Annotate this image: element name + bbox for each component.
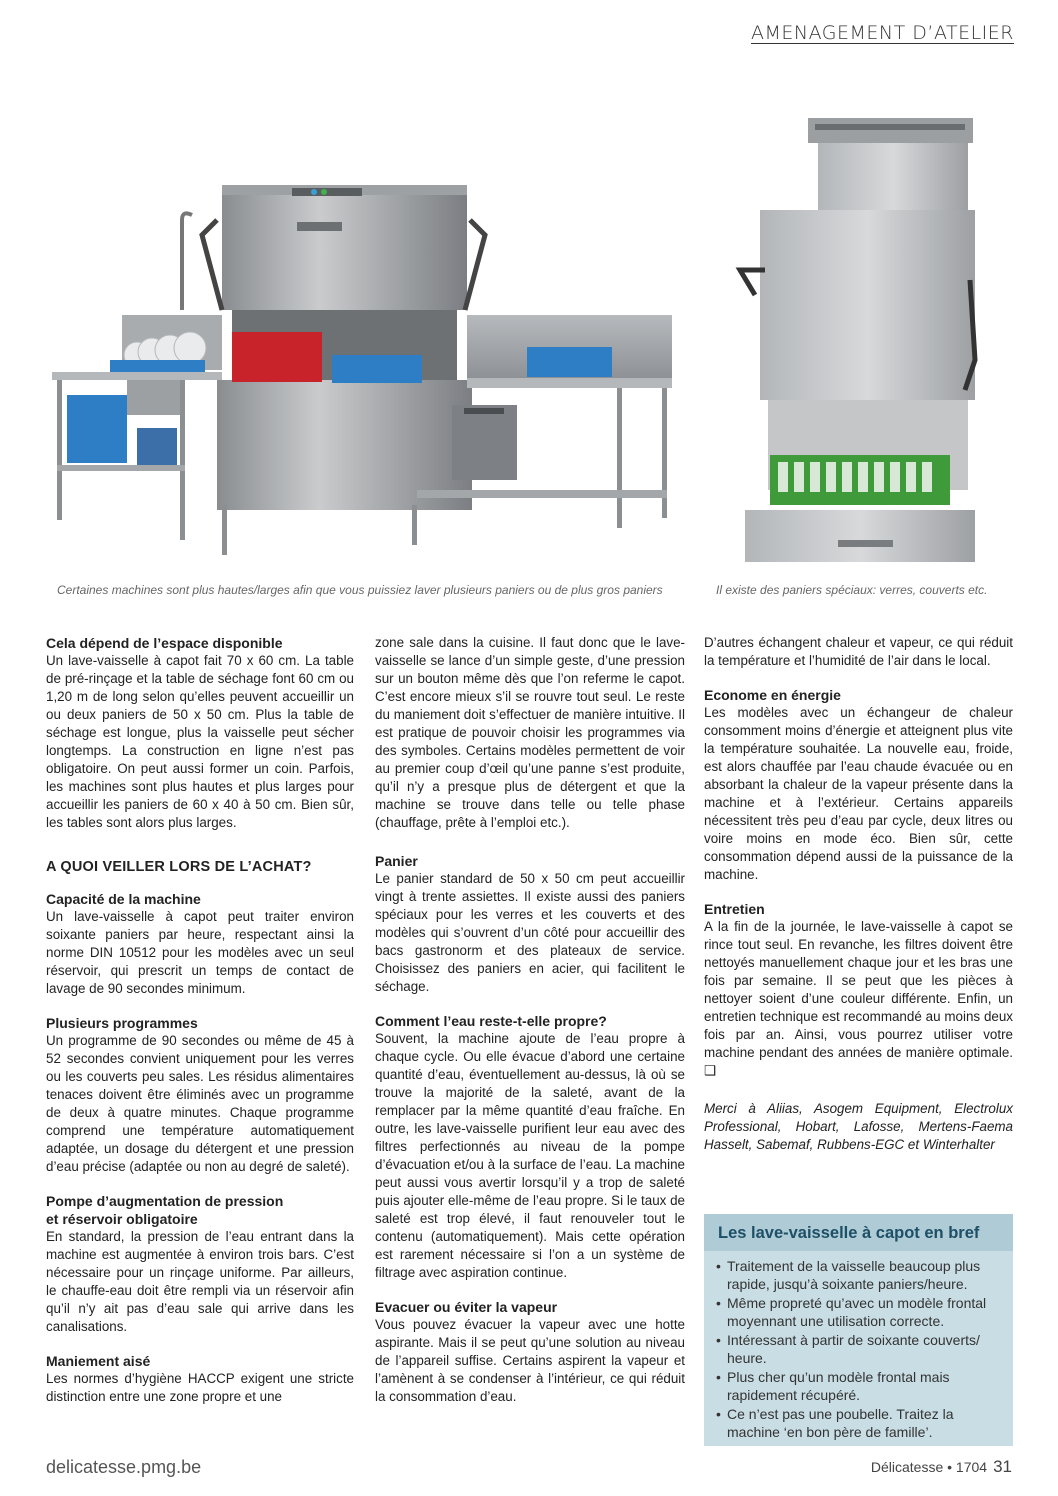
summary-item: • Intéressant à partir de soixante couverts/ heure. xyxy=(716,1331,1003,1367)
end-mark-icon: ❑ xyxy=(704,1063,717,1078)
paragraph-entretien: A la fin de la journée, le lave-vaisselle à capot se rince tout seul. En revanche, les filtres doivent être nettoyés manuellement chaque jour et les bras une fois par semaine. Il se peut que les pièces à nettoyer soient d’une couleur différente. Enfin, un entretien technique est recommandé au moins deux fois par an. Ainsi, vous pourrez utiliser votre machine pendant des années de manière optimale. ❑ xyxy=(704,919,1013,1078)
heading-pompe-line2: et réservoir obligatoire xyxy=(46,1211,198,1227)
summary-item: • Ce n’est pas une poubelle. Traitez la machine ‘en bon père de famille’. xyxy=(716,1405,1003,1441)
heading-maniement: Maniement aisé xyxy=(46,1353,151,1369)
heading-eau-propre: Comment l’eau reste-t-elle propre? xyxy=(375,1013,607,1029)
paragraph-panier: Le panier standard de 50 x 50 cm peut accueillir vingt à trente assiettes. Il existe aussi des paniers spéciaux pour les verres et les couverts et des modèles qui s’ouvrent d’un côté pour accueillir des bacs gastronorm et des plateaux de service. Choisissez des paniers en acier, qui facilitent le séchage. xyxy=(375,871,685,994)
paragraph-pompe: En standard, la pression de l’eau entrant dans la machine est augmentée à environ trois bars. C’est nécessaire pour un rinçage uniforme. Par ailleurs, le chauffe-eau doit être rempli via un réservoir afin qu’il n’y ait pas d’eau sale qui arrive dans les canalisations. xyxy=(46,1229,354,1334)
paragraph-energie: Les modèles avec un échangeur de chaleur consomment moins d’énergie et atteignent plus vite la température souhaitée. La nouvelle eau, froide, est alors chauffée par l’eau chaude évacuée ou en absorbant la chaleur de la vapeur présente dans la machine et à l’extérieur. Certains appareils nécessitent très peu d’eau par cycle, deux litres ou voire moins en mode éco. Bien sûr, cette consommation dépend aussi de la puissance de la machine. xyxy=(704,705,1013,882)
heading-energie: Econome en énergie xyxy=(704,687,841,703)
brand-plate-1 xyxy=(297,222,342,231)
summary-list xyxy=(704,1257,1013,1441)
paragraph-vapeur-cont: D’autres échangent chaleur et vapeur, ce qui réduit la température et l’humidité de l’air dans le local. xyxy=(704,635,1013,668)
column-3 xyxy=(704,634,1013,1154)
heading-programmes: Plusieurs programmes xyxy=(46,1015,198,1031)
column-1 xyxy=(46,634,354,1406)
heading-panier: Panier xyxy=(375,853,418,869)
footer-issue xyxy=(871,1457,1012,1477)
heading-espace: Cela dépend de l’espace disponible xyxy=(46,635,283,651)
dishwasher-line-photo xyxy=(52,110,686,562)
heading-entretien: Entretien xyxy=(704,901,765,917)
caption-right: Il existe des paniers spéciaux: verres, couverts etc. xyxy=(716,583,988,597)
summary-box-title: Les lave-vaisselle à capot en bref xyxy=(704,1214,1013,1251)
caption-left: Certaines machines sont plus hautes/larges afin que vous puissiez laver plusieurs paniers ou de plus gros paniers xyxy=(57,583,663,597)
paragraph-programmes: Un programme de 90 secondes ou même de 45 à 52 secondes convient uniquement pour les verres ou les couverts peu sales. Les résidus alimentaires tenaces doivent être éliminés avec un programme de deux à quatre minutes. Chaque programme comprend une température automatiquement adaptée, un dosage du détergent et une pression d’eau précise (adaptée ou non au degré de saleté). xyxy=(46,1033,354,1174)
brand-plate-2 xyxy=(838,540,893,547)
paragraph-espace: Un lave-vaisselle à capot fait 70 x 60 cm. La table de pré-rinçage et la table de séchage font 60 cm ou 1,20 m de long selon qu’elles peuvent accueillir un ou deux paniers de 50 x 50 cm. Plus la table de séchage est longue, plus la vaisselle peut sécher longtemps. La construction en ligne n’est pas obligatoire. On peut aussi former un coin. Parfois, les machines sont plus hautes et plus larges pour accueillir les paniers de 60 x 40 à 50 cm. Bien sûr, les tables sont alors plus larges. xyxy=(46,653,354,830)
hood-dishwasher-photo xyxy=(730,110,980,562)
heading-achat: A QUOI VEILLER LORS DE L’ACHAT? xyxy=(46,859,312,875)
footer-website-link[interactable]: delicatesse.pmg.be xyxy=(46,1457,202,1477)
magazine-issue: Délicatesse • 1704 xyxy=(870,1459,988,1475)
paragraph-maniement-cont: zone sale dans la cuisine. Il faut donc que le lave-vaisselle se lance d’un simple geste, d’une pression sur un bouton même dès que l’on referme le capot. C’est encore mieux s’il se rouvre tout seul. Le reste du maniement doit s’effectuer de manière intuitive. Il est pratique de pouvoir choisir les programmes via des symboles. Certains modèles permettent de voir au premier coup d’œil qu’une panne s’est produite, qu’il n’y a presque plus de détergent et que la machine se trouve dans telle ou telle phase (chauffage, prête à l’emploi etc.). xyxy=(375,635,685,830)
paragraph-capacite: Un lave-vaisselle à capot peut traiter environ soixante paniers par heure, respectant ainsi la norme DIN 10512 pour les modèles avec un seul réservoir, qui prescrit un temps de contact de lavage de 90 secondes minimum. xyxy=(46,909,354,996)
summary-item: • Traitement de la vaisselle beaucoup plus rapide, jusqu’à soixante paniers/heure. xyxy=(716,1257,1003,1293)
page-number: 31 xyxy=(993,1457,1012,1476)
heading-pompe-line1: Pompe d’augmentation de pression xyxy=(46,1193,284,1209)
summary-item: • Plus cher qu’un modèle frontal mais rapidement récupéré. xyxy=(716,1368,1003,1404)
paragraph-vapeur: Vous pouvez évacuer la vapeur avec une hotte aspirante. Mais il se peut qu’une solution au niveau de l’appareil suffise. Certains aspirent la vapeur et l’amènent à se condenser à l’intérieur, ce qui réduit la consommation d’eau. xyxy=(375,1317,685,1404)
thanks-note: Merci à Aliias, Asogem Equipment, Electrolux Professional, Hobart, Lafosse, Mertens-Faema Hasselt, Sabemaf, Rubbens-EGC et Winterhalter xyxy=(704,1101,1013,1152)
section-title: AMENAGEMENT D’ATELIER xyxy=(751,22,1014,44)
paragraph-eau-propre: Souvent, la machine ajoute de l’eau propre à chaque cycle. Ou elle évacue d’abord une certaine quantité d’eau, éventuellement au-dessus, là où se trouve la majorité de la saleté, avant de la remplacer par la même quantité d’eau fraîche. En outre, les lave-vaisselle purifient leur eau avec des filtres perfectionnés au niveau de la pompe d’évacuation et/ou à la surface de l’eau. La machine peut aussi vous avertir lorsqu’il y a trop de saleté puis ajouter elle-même de l’eau propre. Si le taux de saleté est trop élevé, il faut renouveler tout le contenu (automatiquement). Mais cette opération est rarement nécessaire si l’on a un système de filtrage avec aspiration continue. xyxy=(375,1031,685,1280)
heading-vapeur: Evacuer ou éviter la vapeur xyxy=(375,1299,558,1315)
heading-capacite: Capacité de la machine xyxy=(46,891,201,907)
summary-item: • Même propreté qu’avec un modèle frontal moyennant une utilisation correcte. xyxy=(716,1294,1003,1330)
column-2 xyxy=(375,634,685,1406)
paragraph-maniement: Les normes d’hygiène HACCP exigent une stricte distinction entre une zone propre et une xyxy=(46,1371,354,1404)
summary-box xyxy=(704,1214,1013,1446)
